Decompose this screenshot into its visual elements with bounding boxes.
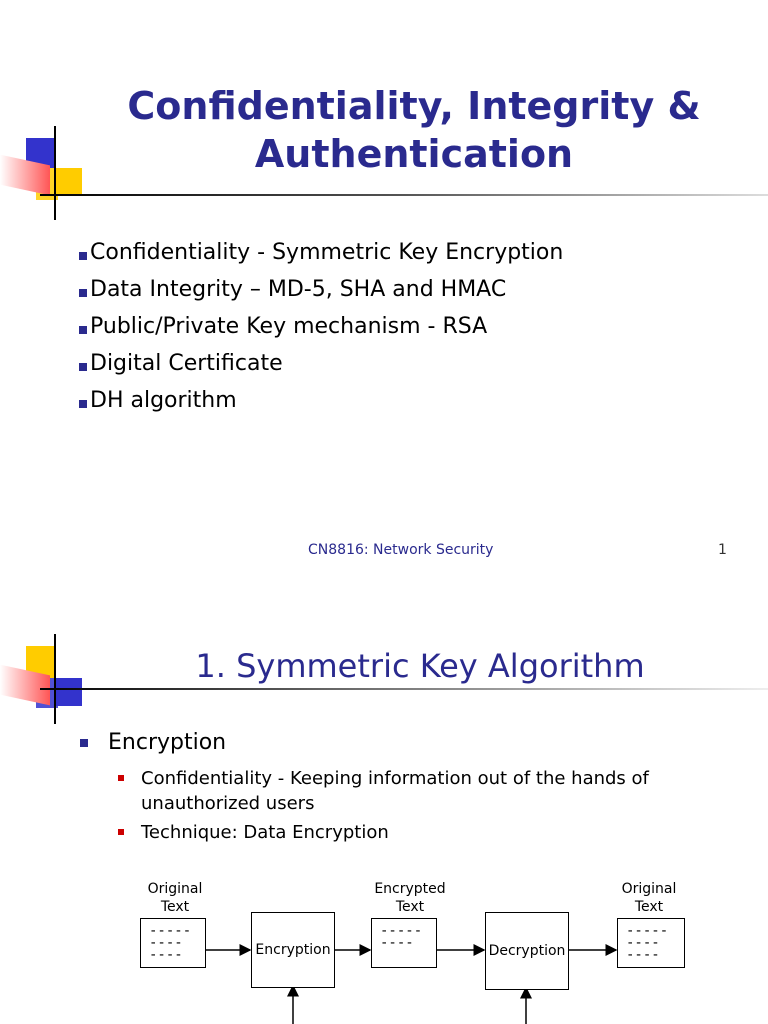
bullet-icon	[118, 775, 124, 781]
title-underline	[40, 194, 768, 196]
original-text-label: Original Text	[621, 881, 677, 915]
decryption-box: Decryption	[485, 912, 569, 990]
encrypted-text-label: Encrypted Text	[374, 881, 446, 915]
list-item: Confidentiality - Symmetric Key Encryption	[78, 234, 563, 271]
slide-logo-decoration	[0, 634, 100, 734]
original-text-box: ----- ---- ----	[617, 918, 685, 968]
encryption-diagram	[0, 870, 768, 1024]
list-item: DH algorithm	[78, 382, 563, 419]
slide-2	[0, 590, 768, 1024]
bullet-icon	[80, 739, 88, 747]
list-item: Technique: Data Encryption	[118, 820, 701, 845]
encryption-box: Encryption	[251, 912, 335, 988]
page-title: Confidentiality, Integrity & Authentication	[127, 84, 701, 176]
bullet-icon	[118, 829, 124, 835]
bullet-list	[78, 234, 563, 419]
encrypted-text-box: ----- ----	[371, 918, 437, 968]
page-title: 1. Symmetric Key Algorithm	[195, 647, 645, 685]
title-underline	[40, 688, 768, 690]
list-item: Digital Certificate	[78, 345, 563, 382]
list-item: Confidentiality - Keeping information out of the hands of unauthorized users	[118, 766, 701, 816]
original-text-box: ----- ---- ----	[140, 918, 206, 968]
page-number: 1	[718, 542, 727, 558]
list-item: Encryption	[80, 730, 226, 755]
list-item: Data Integrity – MD-5, SHA and HMAC	[78, 271, 563, 308]
original-text-label: Original Text	[147, 881, 203, 915]
footer-text: CN8816: Network Security	[308, 542, 494, 558]
list-item: Public/Private Key mechanism - RSA	[78, 308, 563, 345]
